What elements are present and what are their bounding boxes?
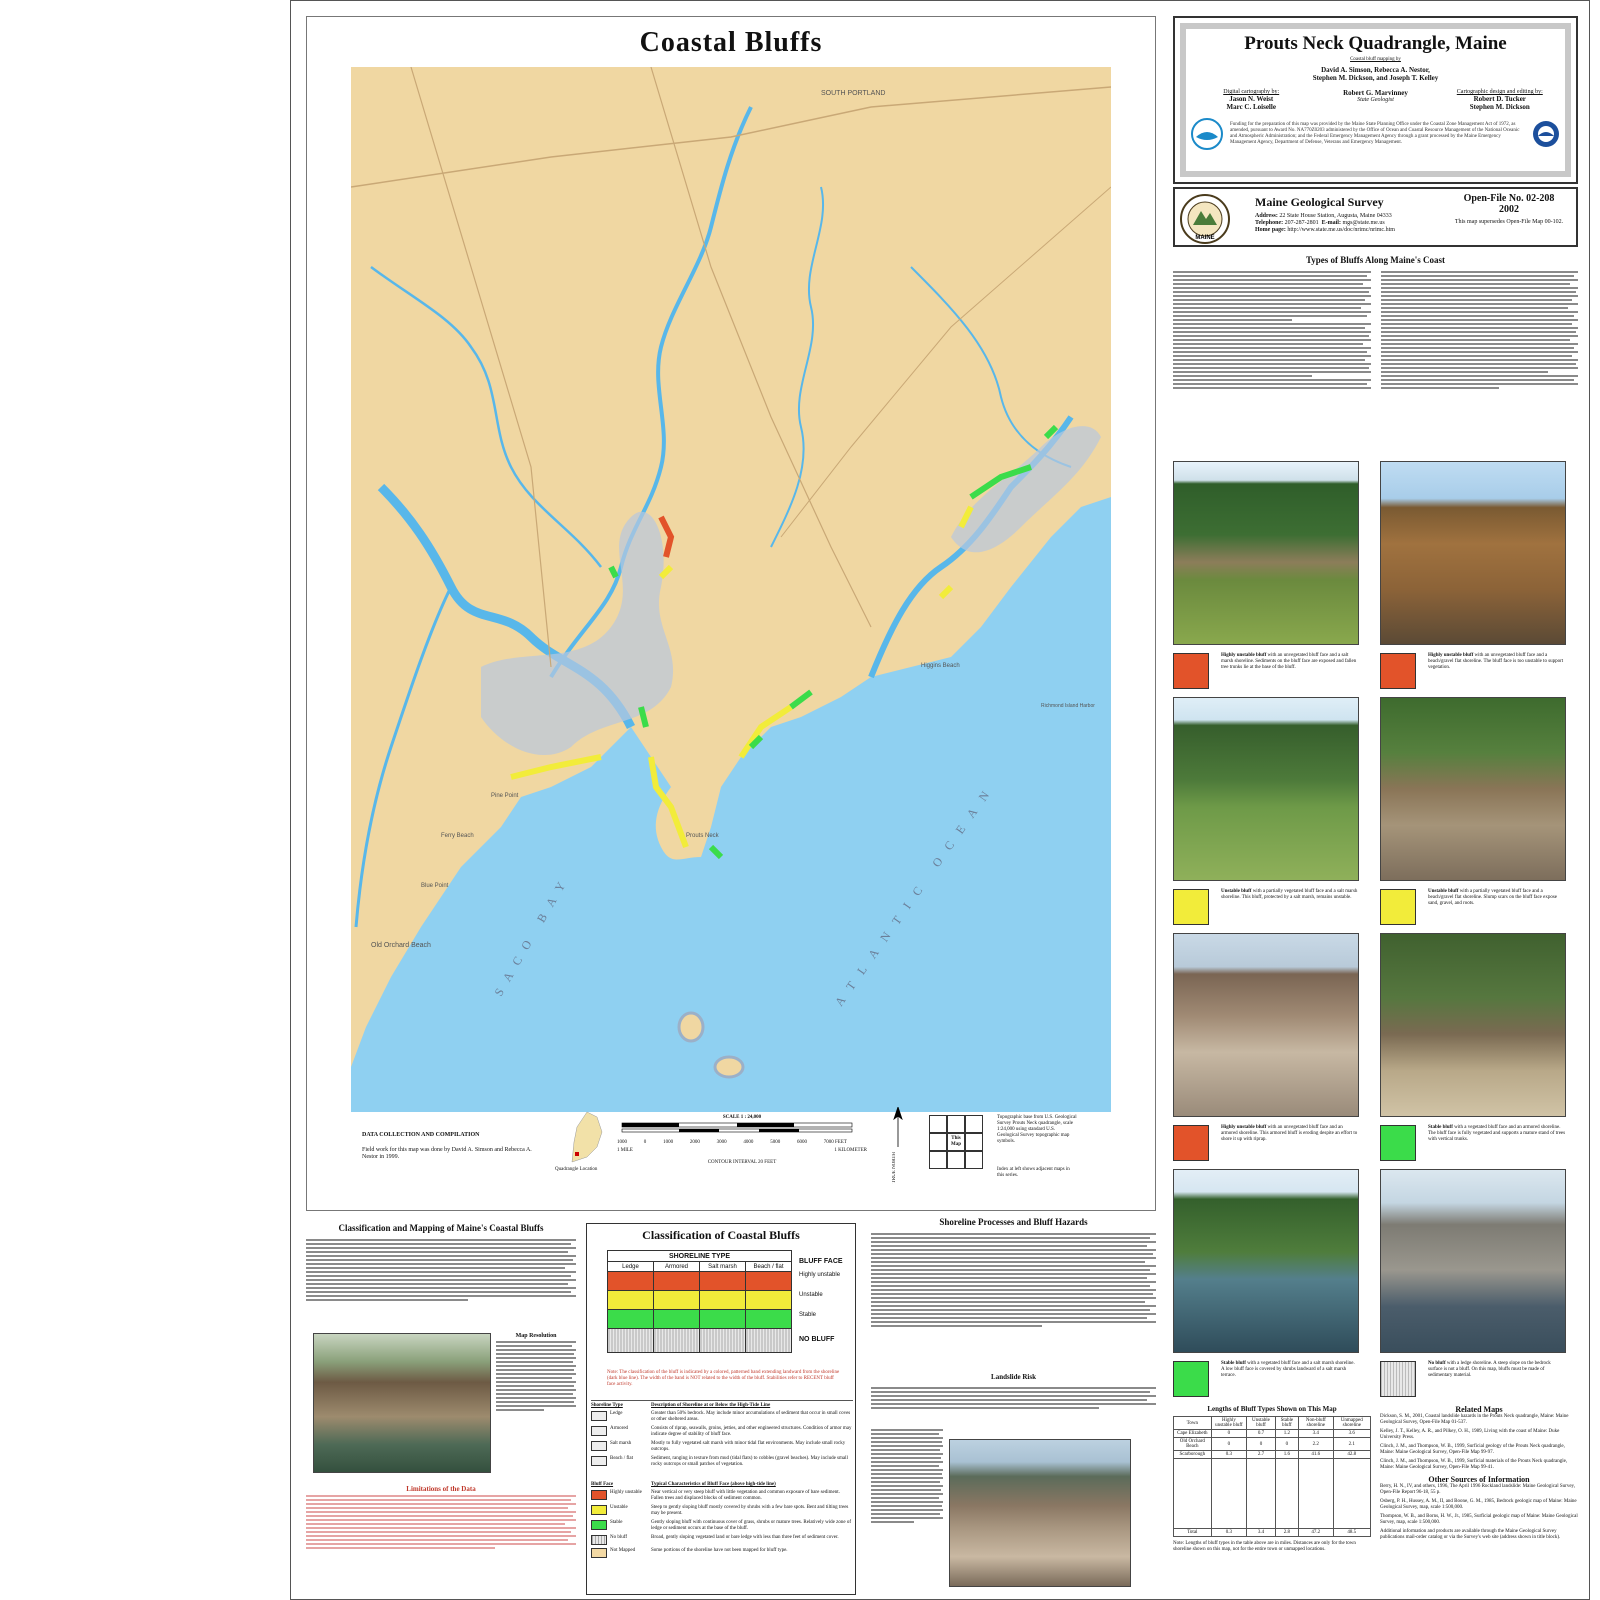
caption-text: with a vegetated bluff face and an armored shoreline. The bluff face is fully vegetated and supports a mature stand of trees with vertical trunks. [1428,1125,1566,1142]
quadrangle-title: Prouts Neck Quadrangle, Maine [1244,33,1507,54]
table-cell: 0 [1211,1430,1247,1438]
row-label: Highly unstable [799,1272,841,1278]
bluff-face-table [591,1482,853,1558]
state-geologist-name: Robert G. Marvinney [1343,89,1408,97]
length-table-title: Lengths of Bluff Types Shown on This Map [1207,1405,1337,1413]
scale-km-label: 1 KILOMETER [834,1148,867,1153]
reference-item: Clinch, J. M., and Thompson, W. B., 1999, Surficial geology of the Prouts Neck quadrangle, Maine: Maine Geological Survey, Open-File Map 99-97. [1380,1444,1565,1455]
reference-item: Clinch, J. M., and Thompson, W. B., 1999, Surficial materials of the Prouts Neck quadrangle, Maine: Maine Geological Survey, Open-File Map 99-41. [1380,1459,1568,1470]
references-block [1380,1405,1578,1544]
grid-column-header: Armored [654,1262,700,1272]
photo-stable-armored [1380,933,1566,1117]
caption-text: with an unvegetated bluff face and a salt marsh shoreline. Sediments on the bluff face are exposed and fallen tree trunks lie at the base of the bluff. [1221,653,1357,670]
reference-item: Berry, H. N., IV, and others, 1996, The April 1996 Rockland landslide: Maine Geological Survey, Open-File Report 96-18, 55 p. [1380,1484,1575,1495]
bluff-face-row [591,1520,853,1532]
open-file-info [1445,193,1573,225]
table-row [1174,1459,1371,1529]
table-cell: Scarborough [1174,1451,1212,1459]
shoreline-type-name: Ledge [610,1411,623,1416]
caption-label: Highly unstable bluff [1428,653,1474,658]
this-map-cell: This Map [947,1133,965,1151]
shoreline-type-row [591,1456,853,1468]
table-cell: 0 [1247,1438,1276,1451]
table-row [1174,1438,1371,1451]
place-label: Prouts Neck [686,833,719,839]
landslide-heading: Landslide Risk [991,1373,1036,1381]
email[interactable]: mgs@state.me.us [1342,220,1385,226]
address: 22 State House Station, Augusta, Maine 04333 [1279,213,1392,219]
bluff-face-row [591,1490,853,1502]
scale-label: SCALE 1 : 24,000 [722,1115,762,1120]
bluff-face-name: Unstable [610,1505,628,1510]
scale-bar [617,1115,867,1166]
reference-item: Thompson, W. B., and Borns, H. W., Jr., 1985, Surficial geologic map of Maine: Maine Geological Survey, map, scale 1:500,000. [1380,1514,1578,1525]
table-cell: 47.2 [1299,1529,1334,1537]
bluff-face-desc: Some portions of the shoreline have not been mapped for bluff type. [651,1548,788,1553]
digital-cartography-heading: Digital cartography by: [1223,89,1280,95]
table-cell: Old Orchard Beach [1174,1438,1212,1451]
swatch-no-bluff [1380,1361,1416,1397]
swatch-unstable [1173,889,1209,925]
bluff-face-header: BLUFF FACE [799,1258,843,1265]
shoreline-type-row [591,1411,853,1423]
caption-text: with an unvegetated bluff face and an armored shoreline. This armored bluff is eroding despite an effort to shore it up with riprap. [1221,1125,1358,1142]
data-collection-heading: DATA COLLECTION AND COMPILATION [362,1132,480,1138]
table-cell: Total [1174,1529,1212,1537]
scale-tick: 7000 FEET [823,1140,847,1145]
photo-highly-unstable-armored [1173,933,1359,1117]
maine-locator-map [562,1107,607,1167]
map-resolution-heading: Map Resolution [515,1333,557,1339]
table-row [1174,1451,1371,1459]
coastal-bluff-map[interactable] [351,67,1111,1112]
north-arrow [892,1107,904,1184]
classification-mapping-heading: Classification and Mapping of Maine's Coastal Bluffs [338,1223,544,1233]
caption-text: with a ledge shoreline. A steep slope on the bedrock surface is not a bluff. On this map, bluffs must be made of sedimentary material. [1428,1361,1551,1378]
email-label: E-mail: [1321,220,1341,226]
bluff-face-row [591,1535,853,1545]
shoreline-type-table [591,1400,853,1468]
scale-tick: 6000 [796,1140,807,1145]
bluff-face-labels [799,1258,843,1352]
swatch-highly-unstable [1173,1125,1209,1161]
photo-unstable-beach [1380,697,1566,881]
legend-title: Classification of Coastal Bluffs [642,1228,800,1242]
reference-item: Kelley, J. T., Kelley, A. R., and Pilkey, O. H., 1989, Living with the coast of Maine: Duke University Press. [1380,1429,1560,1440]
shoreline-type-name: Beach / flat [610,1456,634,1461]
data-collection-block [362,1132,532,1161]
caption [1221,1361,1359,1379]
shoreline-type-name: Armored [610,1426,629,1431]
scale-tick: 1000 [663,1140,674,1145]
shoreline-type-desc: Sediment, ranging in texture from mud (tidal flats) to cobbles (gravel beaches). May include small rocky outcrops or small patches of vegetation. [651,1456,848,1467]
publication-year: 2002 [1499,204,1519,215]
svg-text:MAINE: MAINE [1195,235,1215,241]
caption [1428,1361,1566,1379]
place-label: Richmond Island Harbor [1041,703,1095,709]
table-row [1174,1430,1371,1438]
credit-name: Jason N. Weist [1229,95,1274,103]
scale-tick: 5000 [770,1140,781,1145]
related-maps-heading: Related Maps [1455,1405,1503,1414]
photo-map-resolution [313,1333,491,1473]
length-table [1173,1416,1371,1537]
table-cell: 0.7 [1247,1430,1276,1438]
caption [1221,653,1359,671]
length-table-block [1173,1405,1371,1553]
table-cell: 41.6 [1299,1451,1334,1459]
place-label: Old Orchard Beach [371,942,431,949]
caption-text: with an unvegetated bluff face and a beach/gravel flat shoreline. The bluff face is too unstable to support vegetation. [1428,653,1564,670]
map-resolution-block [496,1333,576,1413]
true-north-label: TRUE NORTH [892,1152,897,1184]
table-cell: 2.2 [1299,1438,1334,1451]
state-geologist-title: State Geologist [1357,97,1394,103]
contact-info [1255,213,1435,234]
authors-line: Stephen M. Dickson, and Joseph T. Kelley [1312,74,1439,82]
table-cell: 3.4 [1247,1529,1276,1537]
photo-no-bluff-ledge [1380,1169,1566,1353]
noaa-logo [1531,119,1561,149]
credit-name: Robert D. Tucker [1473,95,1526,103]
shoreline-type-header: SHORELINE TYPE [608,1251,792,1262]
grid-row-highly-unstable [608,1272,792,1291]
place-label: Pine Point [491,793,519,799]
homepage-link[interactable]: http://www.state.me.us/doc/nrimc/nrimc.htm [1287,227,1395,233]
map-frame [306,16,1156,1211]
types-text-col2 [1381,269,1578,449]
mapping-subtitle: Coastal bluff mapping by [1350,57,1401,62]
bluff-face-name: Highly unstable [610,1490,642,1495]
agency-name: Maine Geological Survey [1255,195,1384,209]
quadrangle-location-label: Quadrangle Location [555,1167,598,1172]
table-cell: 42.8 [1333,1451,1370,1459]
photo-stable-salt-marsh [1173,1169,1359,1353]
bluff-face-name: No bluff [610,1535,627,1540]
landslide-text [871,1385,1156,1425]
north-arrow-icon [892,1107,904,1147]
grid-row-no-bluff [608,1329,792,1353]
island [679,1013,703,1041]
caption [1428,889,1566,907]
homepage-label: Home page: [1255,227,1286,233]
title-block [1173,16,1578,184]
caption-label: Stable bluff [1221,1361,1246,1366]
scale-tick: 4000 [743,1140,754,1145]
telephone-label: Telephone: [1255,220,1284,226]
credit-name: Marc C. Loiselle [1226,103,1276,111]
column-header: Bluff Face [591,1482,614,1487]
bluff-face-row [591,1548,853,1558]
bluff-face-name: Not Mapped [610,1548,636,1553]
shoreline-type-name: Salt marsh [610,1441,632,1446]
classification-legend [586,1223,856,1595]
topographic-note: Topographic base from U.S. Geological Survey Prouts Neck quadrangle, scale 1:24,000 using standard U.S. Geological Survey topographic map symbols. [997,1115,1077,1144]
caption-label: Stable bluff [1428,1125,1453,1130]
table-cell: 1.6 [1275,1451,1298,1459]
column-header: Town [1174,1417,1212,1430]
bluff-face-desc: Gently sloping bluff with continuous cover of grass, shrubs or mature trees. Relatively wide zone of ledge or sediment occurs at the base of the bluff. [651,1520,852,1531]
supersedes-note: This map supersedes Open-File Map 00-102. [1454,219,1564,225]
column-header: Typical Characteristics of Bluff Face (above high-tide line) [651,1482,776,1487]
photo-highly-unstable-beach [1380,461,1566,645]
coastal-program-logo [1190,117,1224,151]
address-label: Address: [1255,213,1278,219]
grid-column-header: Beach / flat [746,1262,792,1272]
column-header: Description of Shoreline at or Below the High-Tide Line [651,1403,771,1408]
shoreline-processes-heading: Shoreline Processes and Bluff Hazards [939,1217,1088,1227]
island [715,1057,743,1077]
bluff-face-desc: Steep to gently sloping bluff mostly covered by shrubs with a few bare spots. Bent and tilting trees may be present. [651,1505,849,1516]
swatch-unstable [1380,889,1416,925]
caption-label: Unstable bluff [1221,889,1252,894]
types-text-col1 [1173,269,1371,449]
swatch-stable [1380,1125,1416,1161]
limitations-heading: Limitations of the Data [406,1485,476,1493]
scale-tick: 2000 [689,1140,700,1145]
credit-name: Stephen M. Dickson [1469,103,1530,111]
caption [1221,1125,1359,1143]
design-heading: Cartographic design and editing by: [1456,89,1543,95]
table-cell: 0 [1211,1438,1247,1451]
table-cell: 2.7 [1247,1451,1276,1459]
table-cell: Cape Elizabeth [1174,1430,1212,1438]
place-label: ATLANTIC OCEAN [831,778,999,1009]
table-cell: 3.6 [1333,1430,1370,1438]
scale-tick: 1000 [617,1140,627,1145]
caption-text: with a vegetated bluff face and a salt marsh shoreline. A low bluff face is covered by shrubs landward of a salt marsh terrace. [1221,1361,1355,1378]
grid-row-unstable [608,1291,792,1310]
caption [1428,653,1566,671]
reference-item: Dickson, S. M., 2001, Coastal landslide hazards in the Prouts Neck quadrangle, Maine: Maine Geological Survey, Open-File Map 01-537. [1380,1414,1569,1425]
scale-tick: 0 [643,1140,647,1145]
reference-item: Osberg, P. H., Hussey, A. M., II, and Boone, G. M., 1985, Bedrock geologic map of Maine: Maine Geological Survey, map, scale 1:500,000. [1380,1499,1577,1510]
caption-label: Highly unstable bluff [1221,653,1267,658]
grid-row-stable [608,1310,792,1329]
table-cell: 48.5 [1333,1529,1370,1537]
scale-bar-graphic [617,1121,867,1135]
other-sources-heading: Other Sources of Information [1428,1475,1530,1484]
data-collection-text: Field work for this map was done by David A. Simson and Rebecca A. Nestor in 1999. [362,1147,532,1160]
column-header: Non-bluff shoreline [1299,1417,1334,1430]
table-cell: 2.8 [1275,1529,1298,1537]
grid-column-header: Salt marsh [700,1262,746,1272]
place-label: Blue Point [421,883,449,889]
classification-mapping-text [306,1237,576,1327]
contour-interval-label: CONTOUR INTERVAL 20 FEET [707,1160,777,1165]
length-table-note: Note: Lengths of bluff types in the table above are in miles. Distances are only for the town shoreline shown on this map, not for the entire town or unmapped locations. [1173,1541,1356,1552]
swatch-highly-unstable [1380,653,1416,689]
photo-rockland-landslide [949,1439,1131,1587]
caption [1428,1125,1566,1143]
funding-text: Funding for the preparation of this map was provided by the Maine State Planning Office under the Coastal Zone Management Act of 1972, as amended, pursuant to Award No. NA770Z0203 administered by the Office of Ocean and Coastal Resource Management of the National Oceanic and Atmospheric Administration; and the Federal Emergency Management Agency through a grant processed by the Maine Emergency Management Agency, Department of Defense, Veterans and Emergency Management. [1230,122,1520,145]
authors-line: David A. Simson, Rebecca A. Nestor, [1321,66,1430,74]
place-label: SACO BAY [491,870,574,999]
caption-label: Highly unstable bluff [1221,1125,1267,1130]
bluff-face-desc: Near vertical or very steep bluff with little vegetation and common exposure of bare sediment. Fallen trees and displaced blocks of sediment common. [651,1490,840,1501]
limitations-block [306,1485,576,1551]
telephone: 207-287-2801 [1284,220,1319,226]
place-label: Ferry Beach [441,833,474,839]
table-cell: 2.1 [1333,1438,1370,1451]
caption-text: with a partially vegetated bluff face and a salt marsh shoreline. This bluff, protected by a salt marsh, remains unstable. [1221,889,1358,900]
shoreline-processes-text [871,1231,1156,1371]
classification-grid [607,1250,792,1353]
column-header: Stable bluff [1275,1417,1298,1430]
bluff-face-row [591,1505,853,1517]
caption-label: No bluff [1428,1361,1446,1366]
maine-conservation-seal [1179,193,1231,245]
row-label: Stable [799,1312,817,1318]
column-header: Unstable bluff [1247,1417,1276,1430]
table-total-row [1174,1529,1371,1537]
shoreline-type-desc: Mostly to fully vegetated salt marsh with minor tidal flat environments. May include small rocky outcrops. [651,1441,846,1452]
table-header-row [1174,1417,1371,1430]
survey-block [1173,187,1578,247]
shoreline-type-row [591,1441,853,1453]
scale-feet-ticks [617,1140,847,1146]
bluff-face-name: Stable [610,1520,623,1525]
column-header: Unmapped shoreline [1333,1417,1370,1430]
types-heading: Types of Bluffs Along Maine's Coast [1305,255,1446,265]
caption [1221,889,1359,901]
shoreline-type-row [591,1426,853,1438]
column-header: Shoreline Type [591,1403,623,1408]
open-file-number: Open-File No. 02-208 [1463,193,1555,204]
table-cell: 1.2 [1275,1430,1298,1438]
map-title: Coastal Bluffs [639,27,823,58]
caption-label: Unstable bluff [1428,889,1459,894]
grid-column-header: Ledge [608,1262,654,1272]
column-header: Highly unstable bluff [1211,1417,1247,1430]
table-cell: 3.4 [1299,1430,1334,1438]
swatch-stable [1173,1361,1209,1397]
place-label: Higgins Beach [921,663,960,669]
table-cell: 0.3 [1211,1451,1247,1459]
table-cell: 0.3 [1211,1529,1247,1537]
scale-mile-label: 1 MILE [617,1148,633,1153]
shoreline-type-desc: Greater than 50% bedrock. May include minor accumulations of sediment that occur in small coves or other sheltered areas. [651,1411,851,1422]
adjacent-maps-index [929,1115,983,1169]
bluff-face-desc: Broad, gently sloping vegetated land or bare ledge with less than three feet of sediment cover. [651,1535,839,1540]
reference-item: Additional information and products are available through the Maine Geological Survey publications mail-order catalog or via the Survey's web site (address shown in title block). [1380,1529,1561,1540]
row-label: NO BLUFF [799,1336,835,1343]
index-note: Index at left shows adjacent maps in this series. [997,1167,1070,1178]
shoreline-type-desc: Consists of riprap, seawalls, groins, jetties, and other engineered structures. Condition of armor may indicate degree of stability of bluff face. [651,1426,852,1437]
row-label: Unstable [799,1292,823,1298]
landslide-text-narrow [871,1427,943,1587]
legend-note: Note: The classification of the bluff is indicated by a colored, patterned band extending landward from the shoreline (dark blue line). The width of the band is NOT related to the width of the bluff. Stabilities refer to RECENT bluff face activity. [607,1370,840,1387]
map-sheet [290,0,1590,1600]
swatch-highly-unstable [1173,653,1209,689]
place-label: SOUTH PORTLAND [821,90,886,97]
photo-unstable-salt-marsh [1173,697,1359,881]
table-cell: 0 [1275,1438,1298,1451]
photo-highly-unstable-salt-marsh [1173,461,1359,645]
scale-tick: 3000 [716,1140,727,1145]
caption-text: with a partially vegetated bluff face and a beach/gravel flat shoreline. Slump scars on the bluff face expose sand, gravel, and roots. [1428,889,1558,906]
